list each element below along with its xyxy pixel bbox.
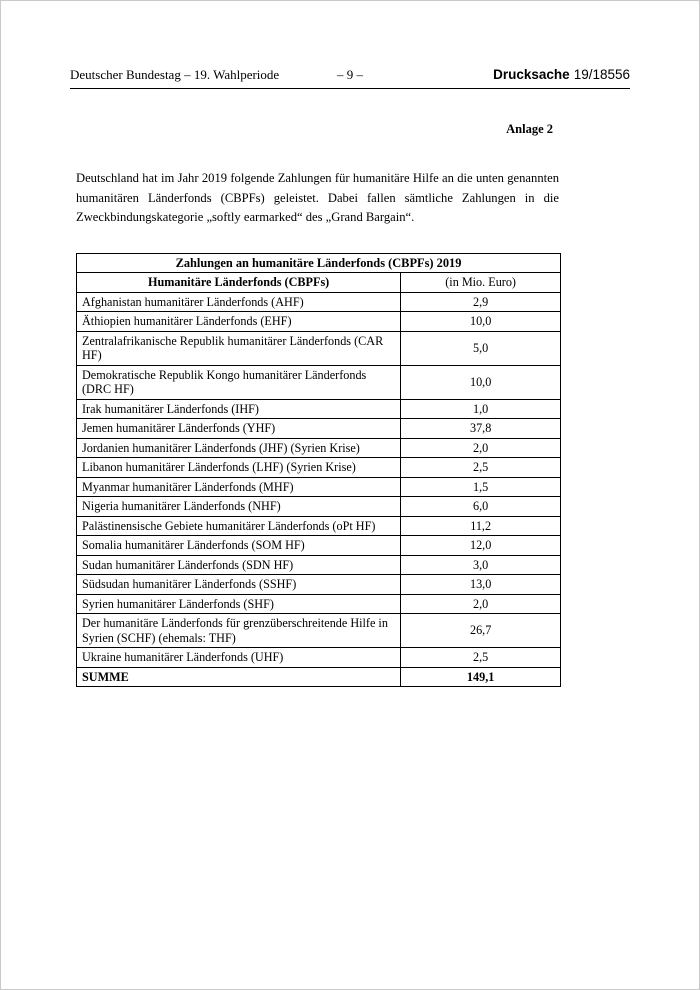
- fund-name: SUMME: [77, 667, 401, 687]
- header-page-number: – 9 –: [337, 67, 363, 82]
- table-row: [77, 497, 561, 517]
- column-header-fund: Humanitäre Länderfonds (CBPFs): [77, 273, 401, 293]
- fund-amount: 2,5: [401, 458, 561, 478]
- fund-name: Sudan humanitärer Länderfonds (SDN HF): [77, 555, 401, 575]
- fund-name: Jordanien humanitärer Länderfonds (JHF) (Syrien Krise): [77, 438, 401, 458]
- table-row: [77, 399, 561, 419]
- table-row: [77, 312, 561, 332]
- table-body: [77, 292, 561, 687]
- header-document-number: [493, 67, 630, 83]
- table-title: Zahlungen an humanitäre Länderfonds (CBPFs) 2019: [77, 253, 561, 273]
- fund-amount: 10,0: [401, 312, 561, 332]
- header-parliament-label: Deutscher Bundestag – 19. Wahlperiode: [70, 67, 280, 82]
- drucksache-label: Drucksache: [493, 67, 570, 82]
- fund-amount: 1,5: [401, 477, 561, 497]
- table-row: [77, 365, 561, 399]
- table-row-total: [77, 667, 561, 687]
- payments-table: [76, 253, 561, 688]
- fund-amount: 6,0: [401, 497, 561, 517]
- fund-name: Ukraine humanitärer Länderfonds (UHF): [77, 648, 401, 668]
- table-row: [77, 555, 561, 575]
- table-row: [77, 292, 561, 312]
- fund-name: Demokratische Republik Kongo humanitärer Länderfonds (DRC HF): [77, 365, 401, 399]
- table-row: [77, 477, 561, 497]
- fund-name: Libanon humanitärer Länderfonds (LHF) (Syrien Krise): [77, 458, 401, 478]
- fund-amount: 2,5: [401, 648, 561, 668]
- intro-paragraph: Deutschland hat im Jahr 2019 folgende Zahlungen für humanitäre Hilfe an die unten genannten humanitären Länderfonds (CBPFs) geleistet. Dabei fallen sämtliche Zahlungen in die Zweckbindungskategorie „softly earmarked“ des „Grand Bargain“.: [76, 171, 559, 224]
- fund-amount: 10,0: [401, 365, 561, 399]
- table-row: [77, 575, 561, 595]
- fund-amount: 11,2: [401, 516, 561, 536]
- fund-amount: 37,8: [401, 419, 561, 439]
- table-row: [77, 536, 561, 556]
- fund-name: Palästinensische Gebiete humanitärer Länderfonds (oPt HF): [77, 516, 401, 536]
- fund-amount: 5,0: [401, 331, 561, 365]
- fund-amount: 13,0: [401, 575, 561, 595]
- fund-amount: 2,0: [401, 594, 561, 614]
- annex-label: Anlage 2: [506, 122, 553, 136]
- table-title-row: [77, 253, 561, 273]
- table-header-row: [77, 273, 561, 293]
- fund-name: Äthiopien humanitärer Länderfonds (EHF): [77, 312, 401, 332]
- table-row: [77, 516, 561, 536]
- payments-table-head: [77, 253, 561, 292]
- fund-amount: 12,0: [401, 536, 561, 556]
- fund-amount: 149,1: [401, 667, 561, 687]
- fund-name: Afghanistan humanitärer Länderfonds (AHF): [77, 292, 401, 312]
- fund-amount: 3,0: [401, 555, 561, 575]
- content-column: [76, 169, 559, 687]
- fund-amount: 1,0: [401, 399, 561, 419]
- page-header: [70, 67, 630, 83]
- fund-name: Jemen humanitärer Länderfonds (YHF): [77, 419, 401, 439]
- table-row: [77, 438, 561, 458]
- table-row: [77, 614, 561, 648]
- fund-amount: 2,9: [401, 292, 561, 312]
- fund-name: Zentralafrikanische Republik humanitärer Länderfonds (CAR HF): [77, 331, 401, 365]
- table-row: [77, 594, 561, 614]
- fund-name: Der humanitäre Länderfonds für grenzüberschreitende Hilfe in Syrien (SCHF) (ehemals: THF): [77, 614, 401, 648]
- table-row: [77, 419, 561, 439]
- fund-name: Südsudan humanitärer Länderfonds (SSHF): [77, 575, 401, 595]
- fund-name: Irak humanitärer Länderfonds (IHF): [77, 399, 401, 419]
- fund-amount: 2,0: [401, 438, 561, 458]
- column-header-amount: (in Mio. Euro): [401, 273, 561, 293]
- table-row: [77, 648, 561, 668]
- fund-name: Myanmar humanitärer Länderfonds (MHF): [77, 477, 401, 497]
- table-row: [77, 331, 561, 365]
- drucksache-number: 19/18556: [573, 67, 630, 82]
- fund-amount: 26,7: [401, 614, 561, 648]
- table-row: [77, 458, 561, 478]
- fund-name: Syrien humanitärer Länderfonds (SHF): [77, 594, 401, 614]
- fund-name: Somalia humanitärer Länderfonds (SOM HF): [77, 536, 401, 556]
- fund-name: Nigeria humanitärer Länderfonds (NHF): [77, 497, 401, 517]
- header-divider: [70, 88, 630, 89]
